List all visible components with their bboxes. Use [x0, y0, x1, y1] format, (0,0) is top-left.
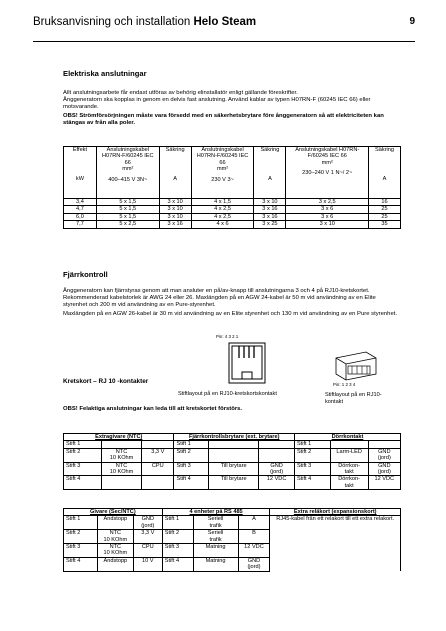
electrical-table-row — [64, 199, 401, 206]
wiring-cell: Ändstopp — [97, 516, 133, 530]
table-cell: 5 x 2,5 — [96, 221, 159, 228]
title-givare: Givare (Sec/NTC) — [64, 509, 163, 516]
table-cell: 5 x 1,5 — [96, 213, 159, 220]
header-cell-cable-1: Anslutningskabel H07RN-F/60245 IEC 66 mm² 400–415 V 3N~ — [96, 147, 159, 199]
rj10-plug-icon — [330, 348, 380, 382]
header-cell-cable-2: Anslutningskabel H07RN-F/60245 IEC 66 mm² 230 V 3~ — [191, 147, 254, 199]
table-cell: 3 x 10 — [159, 199, 191, 206]
electrical-paragraph-1: Allt anslutningsarbete får endast utföras av behörig elinstallatör enligt gällande föreskrifter. — [63, 90, 298, 96]
table-cell: 3 x 10 — [286, 221, 369, 228]
wiring-cell — [142, 441, 174, 448]
table-cell: 3 x 6 — [286, 213, 369, 220]
table-cell: 4 x 1,5 — [191, 199, 254, 206]
table-cell: 16 — [369, 199, 401, 206]
electrical-table-header-row — [64, 147, 401, 199]
pin-label-plug: Pin: 1 2 3 4 — [333, 382, 356, 387]
wiring-cell: Matning — [193, 544, 238, 558]
table-cell: 3 x 16 — [254, 213, 286, 220]
electrical-warning: OBS! Strömförsörjningen måste vara försedd med en säkerhetsbrytare före ånggeneratorn så att elektriciteten kan stängas av från alla poler. — [63, 113, 384, 127]
wiring-row — [64, 476, 401, 490]
wiring-cell: GND (jord) — [368, 448, 400, 462]
wiring-cell: GND (jord) — [133, 516, 162, 530]
table-cell: 35 — [369, 221, 401, 228]
table-cell: 25 — [369, 213, 401, 220]
table-cell: 3,4 — [64, 199, 97, 206]
title-dorrkontakt: Dörrkontakt — [294, 434, 400, 441]
relay-description: RJ45-kabel från ett relakort till ett extra relakort. — [270, 516, 401, 571]
wiring-cell: Stift 1 — [162, 516, 193, 530]
wiring-cell: CPU — [142, 462, 174, 476]
pcb-heading: Kretskort – RJ 10 -kontakter — [63, 378, 149, 385]
pcb-warning: OBS! Felaktiga anslutningar kan leda till att kretskortet förstörs. — [63, 406, 243, 412]
electrical-heading: Elektriska anslutningar — [63, 69, 147, 78]
wiring-cell — [209, 448, 259, 462]
remote-heading: Fjärrkontroll — [63, 270, 108, 279]
wiring-cell — [142, 476, 174, 490]
table-cell: 4 x 6 — [191, 221, 254, 228]
wiring-cell: CPU — [133, 544, 162, 558]
table-cell: 4 x 2,5 — [191, 213, 254, 220]
wiring-cell: Matning — [193, 557, 238, 571]
wiring-cell: Till brytare — [209, 476, 259, 490]
title-fjarrkontroll: Fjärrkontrollsbrytare (ext. brytare) — [174, 434, 294, 441]
table-cell: 3 x 16 — [159, 221, 191, 228]
wiring-cell: Dörrkon- takt — [330, 462, 368, 476]
wiring-cell: Stift 2 — [64, 448, 102, 462]
wiring-cell: Stift 1 — [64, 516, 98, 530]
table-cell: 3 x 16 — [254, 206, 286, 213]
wiring-cell: GND (jord) — [259, 462, 295, 476]
electrical-paragraph-2: Ånggeneratorn ska kopplas in genom en delvis fast anslutning. Använd kablar av typen H07RN-F (60245 IEC 66) eller motsvarande. — [63, 97, 371, 111]
wiring-cell: 12 VDC — [238, 544, 270, 558]
wiring-cell: Stift 4 — [294, 476, 330, 490]
title-extra-relay: Extra reläkort (expansionskort) — [270, 509, 401, 516]
table-cell: 3 x 10 — [159, 206, 191, 213]
wiring-cell — [101, 476, 141, 490]
wiring-cell: Stift 3 — [294, 462, 330, 476]
wiring-cell: Stift 4 — [64, 557, 98, 571]
wiring-cell: Dörrkon- takt — [330, 476, 368, 490]
page-header — [33, 14, 415, 42]
electrical-table — [63, 146, 401, 229]
wiring-row — [64, 448, 401, 462]
table-cell: 4,7 — [64, 206, 97, 213]
wiring-cell: GND (jord) — [238, 557, 270, 571]
wiring-cell: Larm-LED — [330, 448, 368, 462]
electrical-table-row — [64, 213, 401, 220]
wiring-cell — [368, 441, 400, 448]
wiring-table-1 — [63, 433, 401, 490]
title-extragivare: Extragivare (NTC) — [64, 434, 174, 441]
wiring-cell: Stift 3 — [64, 462, 102, 476]
wiring-cell: Stift 2 — [174, 448, 209, 462]
wiring-cell: 12 VDC — [368, 476, 400, 490]
wiring-table-1-title-row — [64, 434, 401, 441]
wiring-cell: Ändstopp — [97, 557, 133, 571]
table-cell: 3 x 10 — [254, 199, 286, 206]
wiring-cell: Stift 2 — [64, 530, 98, 544]
wiring-cell — [259, 441, 295, 448]
wiring-cell: Stift 4 — [162, 557, 193, 571]
wiring-cell: GND (jord) — [368, 462, 400, 476]
wiring-cell: Stift 3 — [64, 544, 98, 558]
wiring-cell: Stift 1 — [294, 441, 330, 448]
wiring-cell: Stift 2 — [294, 448, 330, 462]
wiring-cell: Stift 1 — [174, 441, 209, 448]
wiring-cell: NTC 10 KOhm — [101, 448, 141, 462]
wiring-cell: 3,3 V — [142, 448, 174, 462]
wiring-cell: Stift 4 — [64, 476, 102, 490]
table-cell: 25 — [369, 206, 401, 213]
wiring-cell: NTC 10 KOhm — [101, 462, 141, 476]
table-cell: 5 x 1,5 — [96, 206, 159, 213]
wiring-cell: NTC 10 KOhm — [97, 544, 133, 558]
pcb-connector-icon — [228, 342, 266, 384]
header-cell-fuse-1: Säkring A — [159, 147, 191, 199]
caption-pcb-pinout: Stiftlayout på en RJ10-kretskortskontakt — [178, 391, 277, 397]
header-cell-cable-3: Anslutningskabel H07RN-F/60245 IEC 66 mm² 230–240 V 1 N~/ 2~ — [286, 147, 369, 199]
wiring-cell: Seriell trafik — [193, 516, 238, 530]
wiring-row — [64, 516, 401, 530]
wiring-cell: A — [238, 516, 270, 530]
table-cell: 3 x 10 — [159, 213, 191, 220]
wiring-cell: Seriell trafik — [193, 530, 238, 544]
wiring-cell — [259, 448, 295, 462]
remote-paragraph-2: Maxlängden på en AGW 26-kabel är 30 m vid användning av en Elite styrenhet och 130 m vid användning av en Pure styrenhet. — [63, 311, 398, 317]
wiring-cell: Stift 3 — [162, 544, 193, 558]
table-cell: 3 x 2,5 — [286, 199, 369, 206]
table-cell: 3 x 6 — [286, 206, 369, 213]
table-cell: 4 x 2,5 — [191, 206, 254, 213]
pin-label-pcb: Pin: 4 3 2 1 — [216, 334, 239, 339]
wiring-row — [64, 462, 401, 476]
table-cell: 6,0 — [64, 213, 97, 220]
table-cell: 7,7 — [64, 221, 97, 228]
remote-paragraph-1: Ånggeneratorn kan fjärrstyras genom att man ansluter en på/av-knapp till anslutningarna 3 och 4 på RJ10-kretskortet. Rekommenderad kabelstorlek är AWG 24 eller 26. Maxlängden på en AGW 24-kabel är 50 m vid användning av en Elite styrenhet och 200 m vid användning av en Pure-styrenhet. — [63, 288, 376, 309]
header-title: Bruksanvisning och installation Helo Steam — [33, 16, 257, 28]
wiring-cell — [209, 441, 259, 448]
page-number: 9 — [409, 16, 415, 27]
wiring-cell — [101, 441, 141, 448]
electrical-table-row — [64, 206, 401, 213]
wiring-cell: B — [238, 530, 270, 544]
table-cell: 5 x 1,5 — [96, 199, 159, 206]
header-cell-fuse-3: Säkring A — [369, 147, 401, 199]
wiring-cell: 10 V — [133, 557, 162, 571]
wiring-cell: Stift 3 — [174, 462, 209, 476]
wiring-table-2 — [63, 508, 401, 572]
wiring-cell — [330, 441, 368, 448]
wiring-cell: 12 VDC — [259, 476, 295, 490]
header-cell-effect: Effekt kW — [64, 147, 97, 199]
wiring-cell: NTC 10 KOhm — [97, 530, 133, 544]
wiring-cell: Till brytare — [209, 462, 259, 476]
wiring-cell: Stift 4 — [174, 476, 209, 490]
table-cell: 3 x 25 — [254, 221, 286, 228]
wiring-cell: Stift 1 — [64, 441, 102, 448]
wiring-cell: Stift 2 — [162, 530, 193, 544]
title-rs485: 4 enheter på RS 485 — [162, 509, 270, 516]
caption-plug-pinout: Stiftlayout på en RJ10-kontakt — [325, 392, 382, 405]
wiring-cell: 3,3 V — [133, 530, 162, 544]
electrical-table-row — [64, 221, 401, 228]
header-cell-fuse-2: Säkring A — [254, 147, 286, 199]
wiring-row — [64, 441, 401, 448]
wiring-table-2-title-row — [64, 509, 401, 516]
